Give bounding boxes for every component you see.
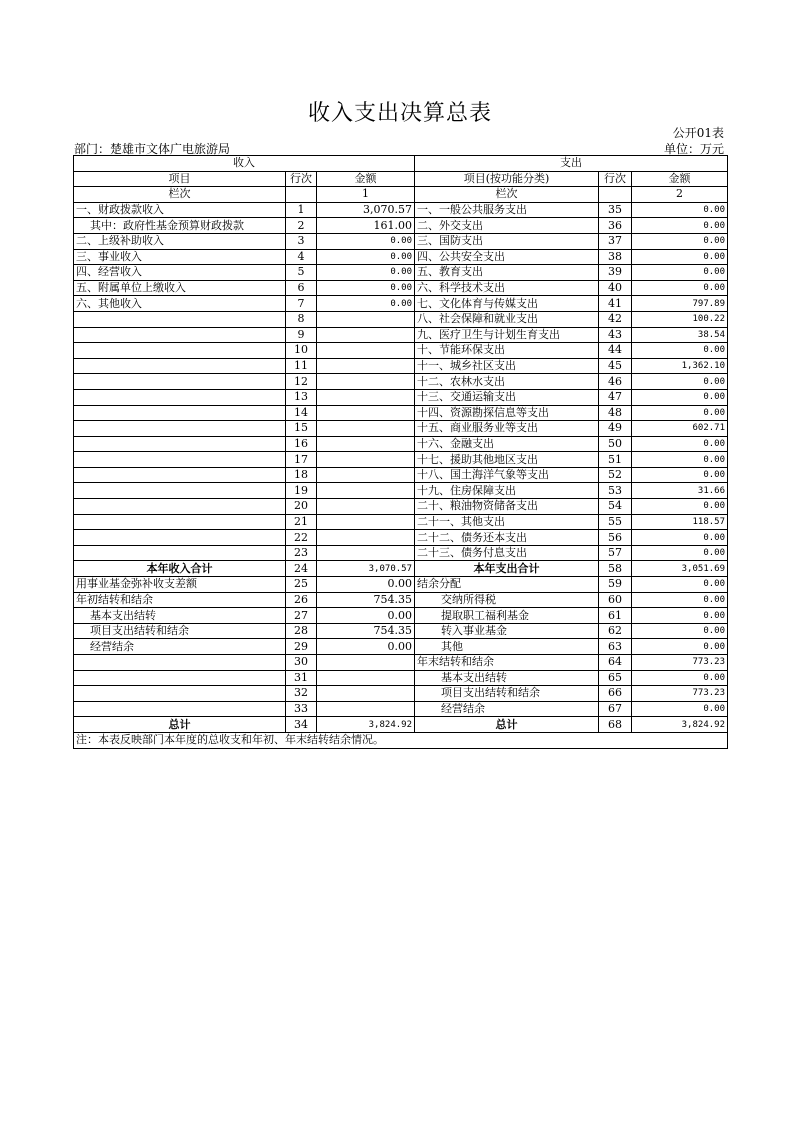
blank-cell: [286, 187, 317, 203]
expense-item: 五、教育支出: [415, 265, 599, 281]
expense-header: 支出: [415, 156, 728, 172]
income-item: [74, 358, 286, 374]
expense-amount: 3,051.69: [632, 561, 728, 577]
income-item: [74, 311, 286, 327]
income-item: [74, 327, 286, 343]
form-code: 公开01表: [672, 126, 724, 140]
income-amount: 0.00: [317, 280, 415, 296]
table-row: [74, 483, 728, 499]
income-item: 四、经营收入: [74, 265, 286, 281]
expense-item: 结余分配: [415, 577, 599, 593]
income-amount: [317, 327, 415, 343]
income-row-no: 18: [286, 467, 317, 483]
expense-row-no: 46: [599, 374, 632, 390]
expense-row-no: 44: [599, 343, 632, 359]
table-row: [74, 686, 728, 702]
income-row-no: 31: [286, 670, 317, 686]
table-row: [74, 358, 728, 374]
expense-amount: 0.00: [632, 202, 728, 218]
table-row: [74, 343, 728, 359]
row-no-header: 行次: [286, 171, 317, 187]
expense-amount: 602.71: [632, 421, 728, 437]
income-item: [74, 452, 286, 468]
income-item: [74, 514, 286, 530]
expense-row-no: 36: [599, 218, 632, 234]
table-row: [74, 280, 728, 296]
income-amount: 0.00: [317, 608, 415, 624]
expense-item: 十二、农林水支出: [415, 374, 599, 390]
income-amount: [317, 374, 415, 390]
expense-item: 基本支出结转: [415, 670, 599, 686]
income-amount: 754.35: [317, 623, 415, 639]
expense-row-no: 68: [599, 717, 632, 733]
expense-item: 八、社会保障和就业支出: [415, 311, 599, 327]
income-row-no: 30: [286, 655, 317, 671]
expense-row-no: 54: [599, 499, 632, 515]
table-row: [74, 389, 728, 405]
income-amount: [317, 483, 415, 499]
expense-row-no: 39: [599, 265, 632, 281]
table-row: [74, 592, 728, 608]
income-item: 二、上级补助收入: [74, 233, 286, 249]
expense-row-no: 67: [599, 701, 632, 717]
income-item: [74, 389, 286, 405]
expense-amount: 773.23: [632, 686, 728, 702]
expense-row-no: 49: [599, 421, 632, 437]
income-row-no: 9: [286, 327, 317, 343]
expense-amount: 0.00: [632, 608, 728, 624]
expense-item: 总计: [415, 717, 599, 733]
income-item: 其中：政府性基金预算财政拨款: [74, 218, 286, 234]
expense-item: 二十一、其他支出: [415, 514, 599, 530]
table-row: [74, 218, 728, 234]
expense-row-no: 64: [599, 655, 632, 671]
table-row: [74, 545, 728, 561]
income-row-no: 25: [286, 577, 317, 593]
income-amount: 161.00: [317, 218, 415, 234]
income-item: 一、财政拨款收入: [74, 202, 286, 218]
expense-item: 十一、城乡社区支出: [415, 358, 599, 374]
expense-amount: 0.00: [632, 670, 728, 686]
column-label: 栏次: [74, 187, 286, 203]
income-item: [74, 545, 286, 561]
expense-item: 十四、资源勘探信息等支出: [415, 405, 599, 421]
table-row: [74, 467, 728, 483]
expense-item: 十七、援助其他地区支出: [415, 452, 599, 468]
income-amount: [317, 499, 415, 515]
income-item: [74, 374, 286, 390]
page-title: 收入支出决算总表: [307, 101, 492, 126]
table-row: [74, 374, 728, 390]
expense-amount: 100.22: [632, 311, 728, 327]
income-item: [74, 686, 286, 702]
expense-amount: 0.00: [632, 592, 728, 608]
income-header: 收入: [74, 156, 415, 172]
income-expense-table: [73, 155, 728, 749]
expense-row-no: 42: [599, 311, 632, 327]
income-amount: 3,070.57: [317, 561, 415, 577]
income-item: 基本支出结转: [74, 608, 286, 624]
income-item: [74, 436, 286, 452]
income-amount: 0.00: [317, 577, 415, 593]
table-row: [74, 639, 728, 655]
expense-item: 二、外交支出: [415, 218, 599, 234]
table-row: [74, 311, 728, 327]
column-number-2: 2: [632, 187, 728, 203]
table-row: [74, 421, 728, 437]
income-item: [74, 405, 286, 421]
expense-row-no: 60: [599, 592, 632, 608]
item-func-header: 项目(按功能分类): [415, 171, 599, 187]
expense-amount: 773.23: [632, 655, 728, 671]
income-amount: [317, 670, 415, 686]
income-item: 经营结余: [74, 639, 286, 655]
expense-amount: 0.00: [632, 436, 728, 452]
income-item: [74, 530, 286, 546]
income-item: [74, 483, 286, 499]
income-item: [74, 467, 286, 483]
income-item: 年初结转和结余: [74, 592, 286, 608]
income-amount: 754.35: [317, 592, 415, 608]
expense-row-no: 43: [599, 327, 632, 343]
income-row-no: 4: [286, 249, 317, 265]
income-amount: [317, 358, 415, 374]
column-number-1: 1: [317, 187, 415, 203]
income-item: 六、其他收入: [74, 296, 286, 312]
income-item: 用事业基金弥补收支差额: [74, 577, 286, 593]
expense-amount: 1,362.10: [632, 358, 728, 374]
table-row: [74, 249, 728, 265]
expense-item: 十三、交通运输支出: [415, 389, 599, 405]
income-amount: [317, 545, 415, 561]
expense-amount: 118.57: [632, 514, 728, 530]
expense-item: 交纳所得税: [415, 592, 599, 608]
income-amount: [317, 686, 415, 702]
unit-label: 单位：万元: [663, 142, 724, 156]
expense-row-no: 65: [599, 670, 632, 686]
table-row: [74, 405, 728, 421]
income-row-no: 17: [286, 452, 317, 468]
department-label: 部门：楚雄市文体广电旅游局: [74, 142, 231, 156]
table-row: [74, 514, 728, 530]
income-row-no: 33: [286, 701, 317, 717]
row-no-header: 行次: [599, 171, 632, 187]
expense-amount: 0.00: [632, 467, 728, 483]
income-row-no: 12: [286, 374, 317, 390]
income-row-no: 5: [286, 265, 317, 281]
income-amount: [317, 405, 415, 421]
income-amount: [317, 467, 415, 483]
income-item: [74, 670, 286, 686]
income-row-no: 21: [286, 514, 317, 530]
income-row-no: 2: [286, 218, 317, 234]
income-item: 总计: [74, 717, 286, 733]
income-row-no: 34: [286, 717, 317, 733]
income-row-no: 8: [286, 311, 317, 327]
amount-header: 金额: [632, 171, 728, 187]
income-amount: [317, 421, 415, 437]
table-row: [74, 717, 728, 733]
table-row: [74, 327, 728, 343]
expense-row-no: 62: [599, 623, 632, 639]
expense-row-no: 57: [599, 545, 632, 561]
expense-item: 九、医疗卫生与计划生育支出: [415, 327, 599, 343]
expense-row-no: 47: [599, 389, 632, 405]
table-row: [74, 452, 728, 468]
expense-item: 七、文化体育与传媒支出: [415, 296, 599, 312]
expense-row-no: 53: [599, 483, 632, 499]
expense-row-no: 52: [599, 467, 632, 483]
table-row: [74, 202, 728, 218]
expense-item: 其他: [415, 639, 599, 655]
income-amount: 0.00: [317, 639, 415, 655]
income-amount: 0.00: [317, 265, 415, 281]
expense-amount: 3,824.92: [632, 717, 728, 733]
table-row: [74, 296, 728, 312]
income-row-no: 1: [286, 202, 317, 218]
expense-item: 项目支出结转和结余: [415, 686, 599, 702]
expense-item: 经营结余: [415, 701, 599, 717]
expense-item: 十、节能环保支出: [415, 343, 599, 359]
expense-amount: 0.00: [632, 405, 728, 421]
expense-item: 一、一般公共服务支出: [415, 202, 599, 218]
table-row: [74, 233, 728, 249]
table-row: [74, 655, 728, 671]
income-row-no: 24: [286, 561, 317, 577]
table-row: [74, 670, 728, 686]
income-row-no: 6: [286, 280, 317, 296]
expense-row-no: 66: [599, 686, 632, 702]
income-amount: [317, 514, 415, 530]
income-amount: [317, 701, 415, 717]
income-row-no: 22: [286, 530, 317, 546]
expense-row-no: 37: [599, 233, 632, 249]
income-row-no: 20: [286, 499, 317, 515]
expense-item: 提取职工福利基金: [415, 608, 599, 624]
income-row-no: 16: [286, 436, 317, 452]
income-item: [74, 499, 286, 515]
income-row-no: 3: [286, 233, 317, 249]
expense-amount: 0.00: [632, 265, 728, 281]
income-item: [74, 421, 286, 437]
expense-item: 转入事业基金: [415, 623, 599, 639]
expense-item: 三、国防支出: [415, 233, 599, 249]
expense-amount: 0.00: [632, 233, 728, 249]
income-item: [74, 343, 286, 359]
income-amount: [317, 389, 415, 405]
income-amount: [317, 311, 415, 327]
expense-row-no: 45: [599, 358, 632, 374]
expense-row-no: 48: [599, 405, 632, 421]
income-row-no: 13: [286, 389, 317, 405]
expense-amount: 0.00: [632, 389, 728, 405]
income-item: 项目支出结转和结余: [74, 623, 286, 639]
expense-amount: 0.00: [632, 639, 728, 655]
expense-amount: 38.54: [632, 327, 728, 343]
expense-row-no: 51: [599, 452, 632, 468]
expense-row-no: 63: [599, 639, 632, 655]
item-header: 项目: [74, 171, 286, 187]
income-amount: [317, 452, 415, 468]
expense-row-no: 50: [599, 436, 632, 452]
income-amount: 0.00: [317, 296, 415, 312]
expense-amount: 0.00: [632, 343, 728, 359]
income-row-no: 19: [286, 483, 317, 499]
expense-item: 六、科学技术支出: [415, 280, 599, 296]
expense-amount: 0.00: [632, 249, 728, 265]
income-row-no: 32: [286, 686, 317, 702]
income-item: [74, 701, 286, 717]
expense-row-no: 61: [599, 608, 632, 624]
income-amount: 3,824.92: [317, 717, 415, 733]
income-row-no: 14: [286, 405, 317, 421]
income-row-no: 11: [286, 358, 317, 374]
expense-row-no: 58: [599, 561, 632, 577]
income-amount: [317, 530, 415, 546]
expense-item: 十五、商业服务业等支出: [415, 421, 599, 437]
income-amount: [317, 343, 415, 359]
expense-amount: 0.00: [632, 577, 728, 593]
expense-amount: 0.00: [632, 530, 728, 546]
expense-row-no: 38: [599, 249, 632, 265]
expense-amount: 0.00: [632, 623, 728, 639]
income-amount: 0.00: [317, 249, 415, 265]
expense-row-no: 55: [599, 514, 632, 530]
expense-item: 四、公共安全支出: [415, 249, 599, 265]
table-row: [74, 623, 728, 639]
expense-amount: 0.00: [632, 545, 728, 561]
expense-item: 十九、住房保障支出: [415, 483, 599, 499]
expense-row-no: 40: [599, 280, 632, 296]
income-amount: 3,070.57: [317, 202, 415, 218]
expense-amount: 0.00: [632, 374, 728, 390]
expense-row-no: 59: [599, 577, 632, 593]
income-item: 五、附属单位上缴收入: [74, 280, 286, 296]
income-amount: [317, 655, 415, 671]
table-row: [74, 265, 728, 281]
expense-amount: 0.00: [632, 701, 728, 717]
income-row-no: 27: [286, 608, 317, 624]
income-row-no: 7: [286, 296, 317, 312]
expense-amount: 0.00: [632, 499, 728, 515]
expense-amount: 797.89: [632, 296, 728, 312]
column-label: 栏次: [415, 187, 599, 203]
table-row: [74, 577, 728, 593]
income-row-no: 28: [286, 623, 317, 639]
expense-item: 本年支出合计: [415, 561, 599, 577]
income-item: 本年收入合计: [74, 561, 286, 577]
income-item: [74, 655, 286, 671]
blank-cell: [599, 187, 632, 203]
income-row-no: 29: [286, 639, 317, 655]
income-item: 三、事业收入: [74, 249, 286, 265]
expense-amount: 0.00: [632, 280, 728, 296]
income-amount: 0.00: [317, 233, 415, 249]
table-row: [74, 701, 728, 717]
income-row-no: 23: [286, 545, 317, 561]
table-row: [74, 561, 728, 577]
expense-row-no: 41: [599, 296, 632, 312]
table-row: [74, 499, 728, 515]
income-amount: [317, 436, 415, 452]
expense-amount: 31.66: [632, 483, 728, 499]
income-row-no: 10: [286, 343, 317, 359]
expense-row-no: 35: [599, 202, 632, 218]
amount-header: 金额: [317, 171, 415, 187]
expense-item: 二十、粮油物资储备支出: [415, 499, 599, 515]
expense-item: 十八、国土海洋气象等支出: [415, 467, 599, 483]
table-note: 注：本表反映部门本年度的总收支和年初、年末结转结余情况。: [74, 732, 728, 748]
table-row: [74, 436, 728, 452]
expense-item: 年末结转和结余: [415, 655, 599, 671]
expense-item: 二十三、债务付息支出: [415, 545, 599, 561]
expense-item: 二十二、债务还本支出: [415, 530, 599, 546]
table-row: [74, 608, 728, 624]
expense-row-no: 56: [599, 530, 632, 546]
expense-item: 十六、金融支出: [415, 436, 599, 452]
income-row-no: 26: [286, 592, 317, 608]
expense-amount: 0.00: [632, 452, 728, 468]
table-row: [74, 530, 728, 546]
income-row-no: 15: [286, 421, 317, 437]
expense-amount: 0.00: [632, 218, 728, 234]
